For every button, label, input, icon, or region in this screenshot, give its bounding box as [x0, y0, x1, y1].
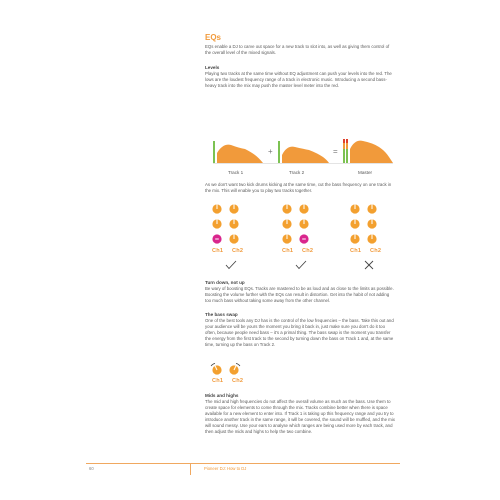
- bass-swap-knobs: [205, 362, 245, 378]
- mids-section: [205, 393, 395, 435]
- plus-sign: +: [268, 147, 273, 156]
- check-icon: [296, 261, 306, 269]
- check-icon: [226, 261, 236, 269]
- book-title: Pioneer DJ: How to DJ: [204, 466, 247, 471]
- set2-ch2-label: Ch2: [302, 248, 314, 254]
- mids-heading: Mids and highs: [205, 393, 239, 398]
- set3-ch2-label: Ch2: [370, 248, 382, 254]
- master-meter: [343, 139, 348, 163]
- track2-meter: [278, 141, 280, 163]
- ch2-turning-knob: [229, 363, 240, 374]
- page-number: 60: [89, 466, 94, 471]
- eq-set-1: [212, 204, 238, 243]
- levels-paragraph: Playing two tracks at the same time without EQ adjustment can push your levels into the red. The lows are the loudest frequency range of a track in electronic music. Introducing a second bass-heavy track into the mix may push the master level meter into the red.: [205, 71, 392, 88]
- turn-down-paragraph: Be wary of boosting EQs. Tracks are mastered to be as loud and as close to the limits as possible. Boosting the volume further with the EQs can result in distortion. Get into the habit of not adding too much bass without taking some away from the other channel.: [205, 286, 394, 303]
- track2-label: Track 2: [289, 170, 305, 175]
- kick-block: [205, 182, 395, 194]
- swap-ch1-label: Ch1: [212, 378, 224, 384]
- set2-ch1-label: Ch1: [282, 248, 294, 254]
- track1-spectrum: [217, 145, 263, 163]
- kick-paragraph: As we don't want two kick drums kicking at the same time, cut the bass frequency on one track in the mix. This will enable you to play two tracks together.: [205, 182, 392, 193]
- footer-rule: [86, 463, 400, 464]
- intro-paragraph: EQs enable a DJ to carve out space for a new track to slot into, as well as giving them control of the overall level of the mixed signals.: [205, 44, 390, 55]
- master-label: Master: [358, 170, 373, 175]
- turn-down-section: [205, 280, 395, 304]
- equals-sign: =: [333, 147, 338, 156]
- footer-divider: [190, 463, 191, 475]
- swap-ch2-label: Ch2: [232, 378, 244, 384]
- bass-swap-heading: The bass swap: [205, 312, 238, 317]
- track1-label: Track 1: [228, 170, 244, 175]
- eq-set-2: [282, 204, 308, 243]
- turn-down-heading: Turn down, not up: [205, 280, 245, 285]
- track1-meter: [213, 141, 215, 163]
- result-marks: [205, 258, 395, 272]
- set1-ch2-label: Ch2: [232, 248, 244, 254]
- bass-swap-section: [205, 312, 395, 348]
- bass-swap-paragraph: One of the best tools any DJ has is the control of the low frequencies – the bass. Take this out and your audience will be yours the moment you bring it back in, just make sure you don't do it too often, because people need bass – it's a primal thing. The bass swap is the moment you transfer the energy from the first track to the second by turning down the bass on Track 1 and, at the same time, turning up the bass on Track 2.: [205, 318, 394, 347]
- track2-spectrum: [282, 147, 329, 163]
- master-spectrum: [350, 141, 393, 163]
- set3-ch1-label: Ch1: [350, 248, 362, 254]
- levels-section: [205, 65, 395, 89]
- intro-block: [205, 44, 395, 56]
- set1-ch1-label: Ch1: [212, 248, 224, 254]
- eq-set-3: [350, 204, 376, 243]
- levels-heading: Levels: [205, 65, 220, 70]
- cross-icon: [365, 261, 373, 269]
- page-title: EQs: [205, 33, 222, 42]
- level-diagram: [205, 135, 395, 171]
- ch1-turning-knob: [211, 363, 222, 374]
- mids-paragraph: The mid and high frequencies do not affect the overall volume as much as the bass. Use them to create space for elements to come through the mix. Tracks combine better when there is space available for a new element to enter into. If Track 1 is taking up this frequency range and you try to introduce another track in the same range, it will be covered, the sound will be muffled, and the mix will sound messy. Use your ears to analyse which ranges are being used more by each track, and then adjust the mids and highs to help the two combine.: [205, 399, 395, 434]
